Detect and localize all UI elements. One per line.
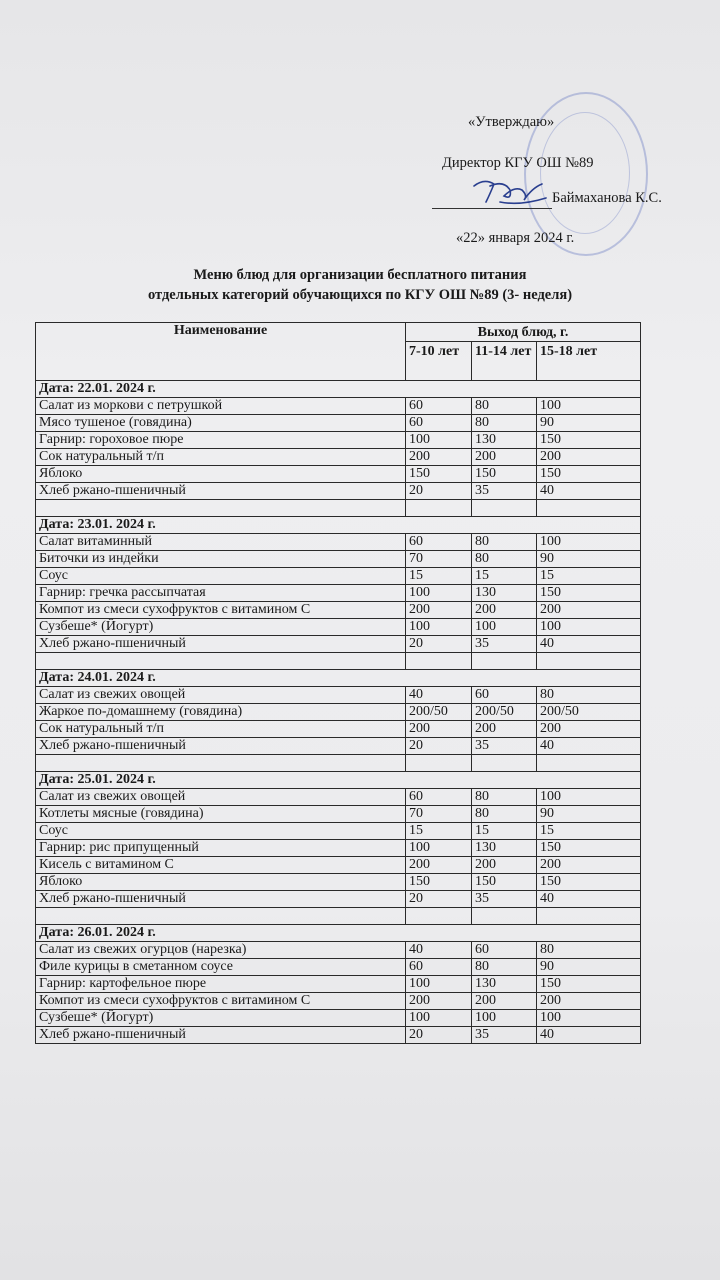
portion-7-10: 15 <box>406 823 472 840</box>
portion-11-14: 130 <box>472 976 537 993</box>
dish-name: Яблоко <box>36 874 406 891</box>
empty-cell <box>36 500 406 517</box>
portion-11-14: 200 <box>472 993 537 1010</box>
portion-15-18: 40 <box>537 738 641 755</box>
table-row <box>36 534 641 551</box>
dish-name: Мясо тушеное (говядина) <box>36 415 406 432</box>
portion-11-14: 60 <box>472 687 537 704</box>
date-row <box>36 925 641 942</box>
empty-cell <box>472 908 537 925</box>
portion-11-14: 150 <box>472 466 537 483</box>
portion-7-10: 100 <box>406 432 472 449</box>
portion-11-14: 35 <box>472 891 537 908</box>
empty-cell <box>472 653 537 670</box>
table-row <box>36 1010 641 1027</box>
portion-15-18: 100 <box>537 789 641 806</box>
menu-table <box>35 322 641 1044</box>
portion-7-10: 60 <box>406 789 472 806</box>
handwritten-signature <box>470 172 550 212</box>
portion-11-14: 130 <box>472 585 537 602</box>
portion-7-10: 20 <box>406 891 472 908</box>
portion-15-18: 150 <box>537 976 641 993</box>
date-label: Дата: 22.01. 2024 г. <box>36 381 641 398</box>
dish-name: Гарнир: картофельное пюре <box>36 976 406 993</box>
portion-15-18: 100 <box>537 534 641 551</box>
dish-name: Яблоко <box>36 466 406 483</box>
table-row <box>36 704 641 721</box>
portion-15-18: 15 <box>537 568 641 585</box>
table-row <box>36 721 641 738</box>
portion-7-10: 100 <box>406 619 472 636</box>
dish-name: Сузбеше* (Йогурт) <box>36 1010 406 1027</box>
portion-15-18: 90 <box>537 806 641 823</box>
table-row <box>36 466 641 483</box>
portion-7-10: 60 <box>406 959 472 976</box>
dish-name: Компот из смеси сухофруктов с витамином С <box>36 602 406 619</box>
table-row <box>36 891 641 908</box>
dish-name: Хлеб ржано-пшеничный <box>36 636 406 653</box>
portion-15-18: 90 <box>537 959 641 976</box>
portion-11-14: 130 <box>472 432 537 449</box>
table-row <box>36 602 641 619</box>
empty-cell <box>406 653 472 670</box>
portion-7-10: 15 <box>406 568 472 585</box>
director-position: Директор КГУ ОШ №89 <box>442 155 594 171</box>
empty-cell <box>537 755 641 772</box>
portion-11-14: 80 <box>472 534 537 551</box>
dish-name: Хлеб ржано-пшеничный <box>36 1027 406 1044</box>
dish-name: Салат из свежих овощей <box>36 789 406 806</box>
portion-11-14: 100 <box>472 619 537 636</box>
portion-7-10: 20 <box>406 1027 472 1044</box>
portion-15-18: 40 <box>537 636 641 653</box>
dish-name: Биточки из индейки <box>36 551 406 568</box>
spacer-row <box>36 908 641 925</box>
empty-cell <box>36 755 406 772</box>
portion-11-14: 150 <box>472 874 537 891</box>
portion-11-14: 100 <box>472 1010 537 1027</box>
portion-7-10: 70 <box>406 551 472 568</box>
portion-7-10: 60 <box>406 398 472 415</box>
table-row <box>36 432 641 449</box>
table-row <box>36 415 641 432</box>
portion-7-10: 150 <box>406 874 472 891</box>
portion-11-14: 35 <box>472 636 537 653</box>
dish-name: Сок натуральный т/п <box>36 449 406 466</box>
portion-11-14: 35 <box>472 483 537 500</box>
portion-15-18: 200/50 <box>537 704 641 721</box>
spacer-row <box>36 500 641 517</box>
age-group-header: 15-18 лет <box>537 342 641 381</box>
portion-7-10: 100 <box>406 1010 472 1027</box>
table-row <box>36 857 641 874</box>
table-row <box>36 585 641 602</box>
dish-name: Гарнир: гречка рассыпчатая <box>36 585 406 602</box>
table-row <box>36 398 641 415</box>
portion-7-10: 100 <box>406 840 472 857</box>
dish-name: Хлеб ржано-пшеничный <box>36 891 406 908</box>
portion-7-10: 20 <box>406 483 472 500</box>
portion-11-14: 200/50 <box>472 704 537 721</box>
table-row <box>36 483 641 500</box>
portion-15-18: 100 <box>537 1010 641 1027</box>
date-row <box>36 670 641 687</box>
portion-11-14: 80 <box>472 789 537 806</box>
portion-15-18: 200 <box>537 449 641 466</box>
table-row <box>36 806 641 823</box>
empty-cell <box>537 500 641 517</box>
portion-15-18: 150 <box>537 585 641 602</box>
portion-11-14: 200 <box>472 721 537 738</box>
portion-7-10: 60 <box>406 415 472 432</box>
dish-name: Салат из свежих огурцов (нарезка) <box>36 942 406 959</box>
portion-15-18: 150 <box>537 466 641 483</box>
date-label: Дата: 24.01. 2024 г. <box>36 670 641 687</box>
dish-name: Хлеб ржано-пшеничный <box>36 483 406 500</box>
portion-11-14: 200 <box>472 449 537 466</box>
portion-11-14: 200 <box>472 602 537 619</box>
table-row <box>36 636 641 653</box>
portion-15-18: 40 <box>537 1027 641 1044</box>
date-label: Дата: 26.01. 2024 г. <box>36 925 641 942</box>
table-row <box>36 959 641 976</box>
empty-cell <box>537 653 641 670</box>
portion-7-10: 100 <box>406 976 472 993</box>
portion-11-14: 80 <box>472 806 537 823</box>
portion-15-18: 150 <box>537 432 641 449</box>
portion-15-18: 200 <box>537 602 641 619</box>
table-row <box>36 942 641 959</box>
portion-11-14: 60 <box>472 942 537 959</box>
portion-15-18: 40 <box>537 891 641 908</box>
age-group-header: 11-14 лет <box>472 342 537 381</box>
portion-7-10: 200 <box>406 602 472 619</box>
empty-cell <box>406 908 472 925</box>
title-line-1: Меню блюд для организации бесплатного питания <box>193 267 527 283</box>
date-row <box>36 517 641 534</box>
table-row <box>36 840 641 857</box>
portion-15-18: 80 <box>537 942 641 959</box>
dish-name: Филе курицы в сметанном соусе <box>36 959 406 976</box>
portion-7-10: 150 <box>406 466 472 483</box>
approval-date: «22» января 2024 г. <box>456 230 575 246</box>
portion-11-14: 15 <box>472 568 537 585</box>
date-row <box>36 381 641 398</box>
portion-15-18: 200 <box>537 993 641 1010</box>
table-row <box>36 1027 641 1044</box>
dish-name: Соус <box>36 823 406 840</box>
empty-cell <box>537 908 641 925</box>
menu-table-body <box>36 381 641 1044</box>
portion-11-14: 80 <box>472 398 537 415</box>
empty-cell <box>406 755 472 772</box>
table-row <box>36 789 641 806</box>
table-row <box>36 993 641 1010</box>
header-name: Наименование <box>36 323 406 381</box>
portion-7-10: 20 <box>406 636 472 653</box>
table-row <box>36 568 641 585</box>
empty-cell <box>406 500 472 517</box>
portion-15-18: 90 <box>537 415 641 432</box>
table-row <box>36 874 641 891</box>
portion-7-10: 70 <box>406 806 472 823</box>
dish-name: Сок натуральный т/п <box>36 721 406 738</box>
portion-15-18: 40 <box>537 483 641 500</box>
empty-cell <box>472 500 537 517</box>
dish-name: Компот из смеси сухофруктов с витамином С <box>36 993 406 1010</box>
director-name: Баймаханова К.С. <box>552 190 662 206</box>
portion-15-18: 200 <box>537 857 641 874</box>
portion-11-14: 80 <box>472 959 537 976</box>
dish-name: Салат из моркови с петрушкой <box>36 398 406 415</box>
portion-15-18: 15 <box>537 823 641 840</box>
table-header-row <box>36 323 641 342</box>
dish-name: Салат витаминный <box>36 534 406 551</box>
approve-label: «Утверждаю» <box>468 114 555 130</box>
document-title <box>60 265 660 305</box>
portion-15-18: 100 <box>537 619 641 636</box>
portion-15-18: 80 <box>537 687 641 704</box>
spacer-row <box>36 653 641 670</box>
table-row <box>36 449 641 466</box>
empty-cell <box>36 653 406 670</box>
portion-7-10: 20 <box>406 738 472 755</box>
portion-7-10: 60 <box>406 534 472 551</box>
dish-name: Салат из свежих овощей <box>36 687 406 704</box>
portion-11-14: 35 <box>472 738 537 755</box>
dish-name: Хлеб ржано-пшеничный <box>36 738 406 755</box>
portion-11-14: 35 <box>472 1027 537 1044</box>
table-row <box>36 976 641 993</box>
portion-15-18: 150 <box>537 840 641 857</box>
table-row <box>36 619 641 636</box>
empty-cell <box>36 908 406 925</box>
portion-15-18: 90 <box>537 551 641 568</box>
spacer-row <box>36 755 641 772</box>
table-row <box>36 823 641 840</box>
portion-7-10: 200 <box>406 721 472 738</box>
portion-7-10: 200 <box>406 857 472 874</box>
date-row <box>36 772 641 789</box>
dish-name: Сузбеше* (Йогурт) <box>36 619 406 636</box>
portion-15-18: 100 <box>537 398 641 415</box>
portion-7-10: 40 <box>406 942 472 959</box>
portion-7-10: 200 <box>406 993 472 1010</box>
dish-name: Гарнир: гороховое пюре <box>36 432 406 449</box>
portion-7-10: 100 <box>406 585 472 602</box>
dish-name: Жаркое по-домашнему (говядина) <box>36 704 406 721</box>
portion-15-18: 150 <box>537 874 641 891</box>
age-group-header: 7-10 лет <box>406 342 472 381</box>
title-line-2: отдельных категорий обучающихся по КГУ ОШ №89 (3- неделя) <box>147 287 573 303</box>
header-output: Выход блюд, г. <box>406 323 641 342</box>
portion-7-10: 200/50 <box>406 704 472 721</box>
portion-11-14: 130 <box>472 840 537 857</box>
portion-15-18: 200 <box>537 721 641 738</box>
date-label: Дата: 25.01. 2024 г. <box>36 772 641 789</box>
dish-name: Гарнир: рис припущенный <box>36 840 406 857</box>
table-row <box>36 687 641 704</box>
date-label: Дата: 23.01. 2024 г. <box>36 517 641 534</box>
dish-name: Кисель с витамином С <box>36 857 406 874</box>
portion-11-14: 80 <box>472 415 537 432</box>
table-row <box>36 551 641 568</box>
dish-name: Соус <box>36 568 406 585</box>
empty-cell <box>472 755 537 772</box>
table-row <box>36 738 641 755</box>
portion-11-14: 80 <box>472 551 537 568</box>
dish-name: Котлеты мясные (говядина) <box>36 806 406 823</box>
portion-7-10: 40 <box>406 687 472 704</box>
portion-7-10: 200 <box>406 449 472 466</box>
portion-11-14: 200 <box>472 857 537 874</box>
portion-11-14: 15 <box>472 823 537 840</box>
